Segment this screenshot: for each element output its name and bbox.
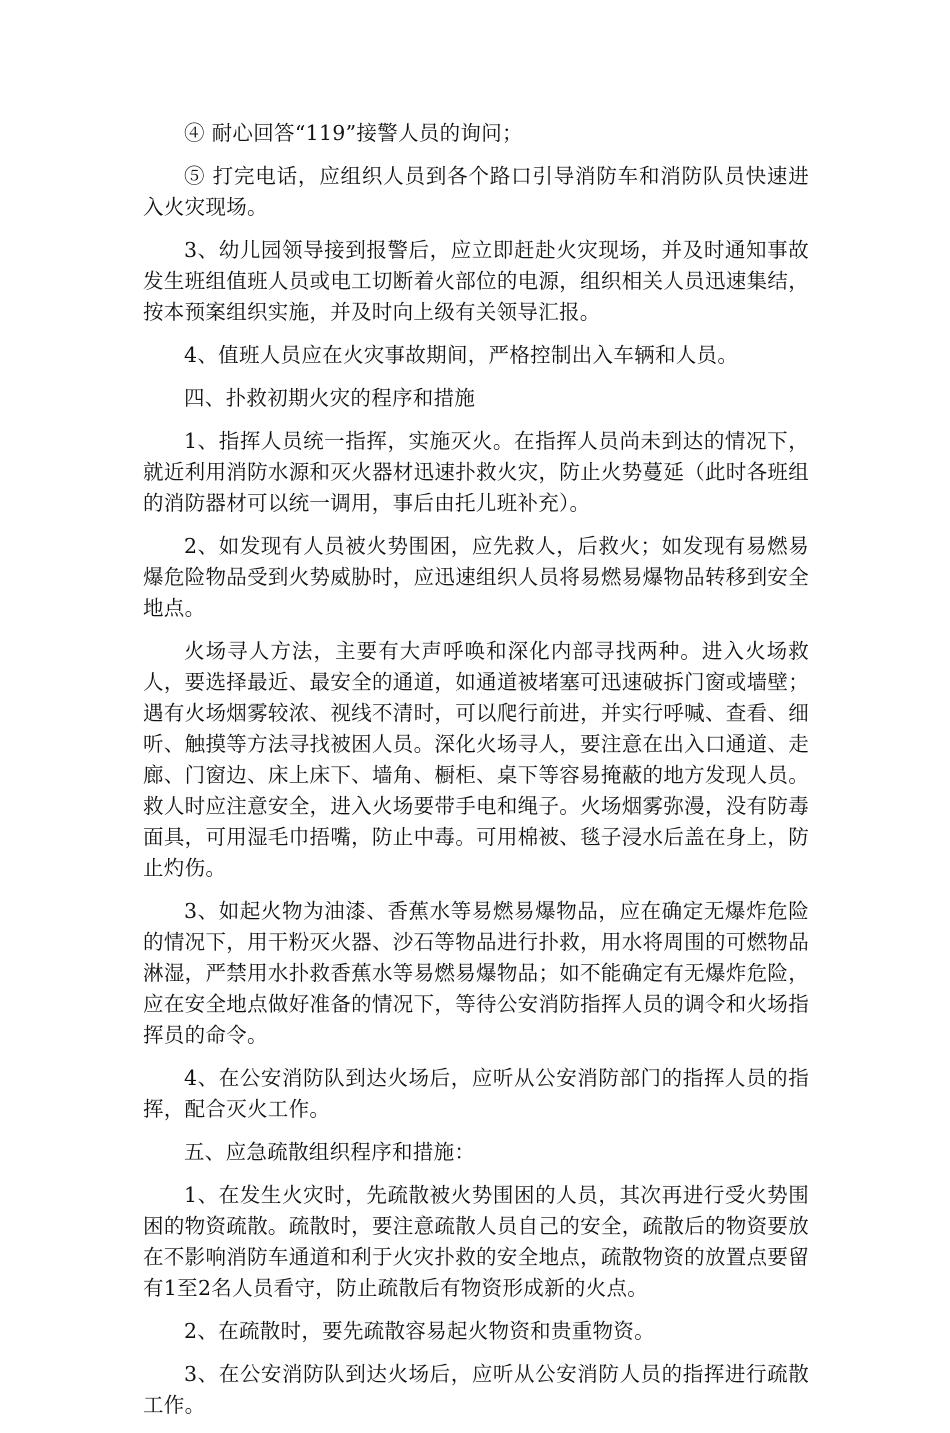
- paragraph-item-4: ④ 耐心回答“119”接警人员的询问；: [184, 121, 523, 145]
- paragraph-unified-command: 1、指挥人员统一指挥，实施灭火。在指挥人员尚未到达的情况下，就近利用消防水源和灭火器材迅速扑救火灾，防止火势蔓延（此时各班组的消防器材可以统一调用，事后由托儿班补充）。: [143, 429, 809, 515]
- document-page: [143, 118, 809, 1433]
- paragraph-evacuate-people-first: 1、在发生火灾时，先疏散被火势围困的人员，其次再进行受火势围困的物资疏散。疏散时，要注意疏散人员自己的安全，疏散后的物资要放在不影响消防车通道和利于火灾扑救的安全地点，疏散物资的放置点要留有1至2名人员看守，防止疏散后有物资形成新的火点。: [143, 1183, 809, 1300]
- section-heading-evacuation: 五、应急疏散组织程序和措施：: [184, 1140, 476, 1164]
- paragraph-leader-response: 3、幼儿园领导接到报警后，应立即赶赴火灾现场，并及时通知事故发生班组值班人员或电工切断着火部位的电源，组织相关人员迅速集结，按本预案组织实施，并及时向上级有关领导汇报。: [143, 238, 809, 324]
- paragraph-flammable-materials: 3、如起火物为油漆、香蕉水等易燃易爆物品，应在确定无爆炸危险的情况下，用干粉灭火器、沙石等物品进行扑救，用水将周围的可燃物品淋湿，严禁用水扑救香蕉水等易燃易爆物品；如不能确定有无爆炸危险，应在安全地点做好准备的情况下，等待公安消防指挥人员的调令和火场指挥员的命令。: [143, 899, 809, 1047]
- paragraph-evacuation-command: 3、在公安消防队到达火场后，应听从公安消防人员的指挥进行疏散工作。: [143, 1362, 809, 1417]
- paragraph-duty-control: 4、值班人员应在火灾事故期间，严格控制出入车辆和人员。: [184, 343, 739, 367]
- paragraph-item-5: ⑤ 打完电话，应组织人员到各个路口引导消防车和消防队员快速进入火灾现场。: [143, 164, 809, 219]
- paragraph-obey-fire-brigade: 4、在公安消防队到达火场后，应听从公安消防部门的指挥人员的指挥，配合灭火工作。: [143, 1066, 809, 1121]
- paragraph-evacuate-valuables: 2、在疏散时，要先疏散容易起火物资和贵重物资。: [184, 1319, 655, 1343]
- paragraph-rescue-first: 2、如发现有人员被火势围困，应先救人，后救火；如发现有易燃易爆危险物品受到火势威胁时，应迅速组织人员将易燃易爆物品转移到安全地点。: [143, 534, 809, 620]
- paragraph-search-methods: 火场寻人方法，主要有大声呼唤和深化内部寻找两种。进入火场救人，要选择最近、最安全的通道，如通道被堵塞可迅速破拆门窗或墙壁；遇有火场烟雾较浓、视线不清时，可以爬行前进，并实行呼喊、查看、细听、触摸等方法寻找被困人员。深化火场寻人，要注意在出入口通道、走廊、门窗边、床上床下、墙角、橱柜、桌下等容易掩蔽的地方发现人员。救人时应注意安全，进入火场要带手电和绳子。火场烟雾弥漫，没有防毒面具，可用湿毛巾捂嘴，防止中毒。可用棉被、毯子浸水后盖在身上，防止灼伤。: [143, 639, 809, 880]
- section-heading-initial-firefighting: 四、扑救初期火灾的程序和措施: [184, 386, 476, 410]
